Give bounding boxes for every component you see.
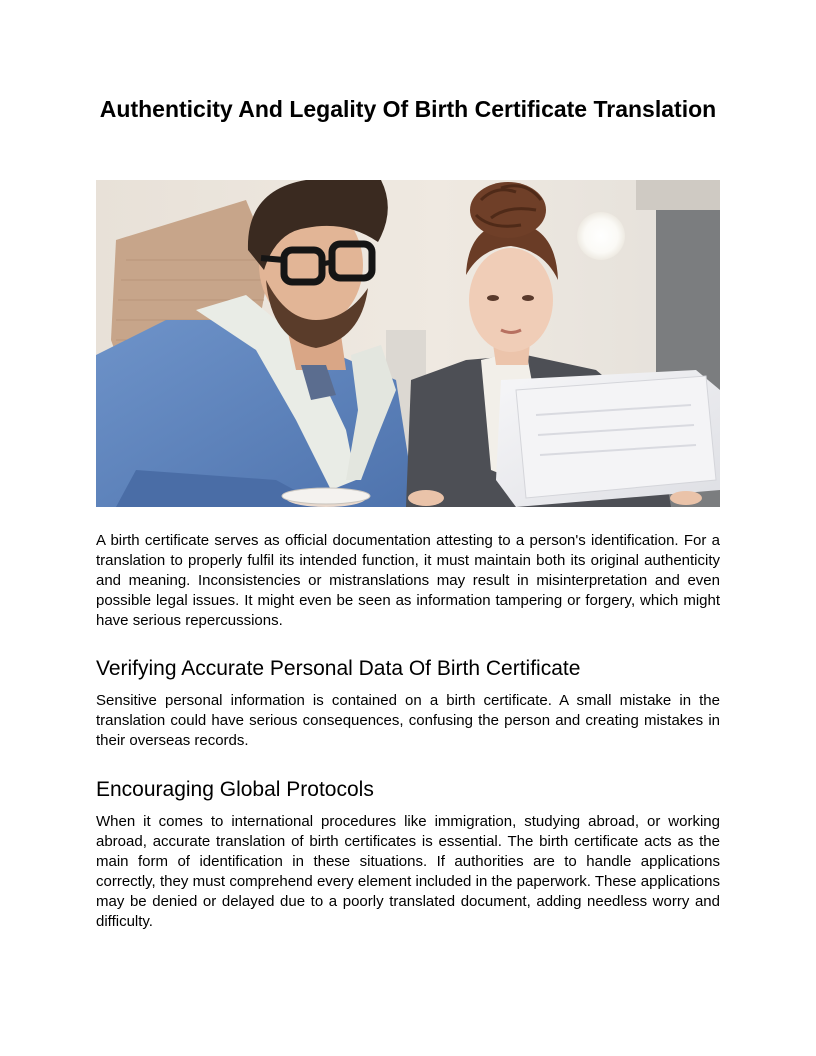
section-heading-global-protocols: Encouraging Global Protocols (96, 778, 374, 801)
page-title: Authenticity And Legality Of Birth Certificate Translation (99, 96, 717, 122)
header-photo (96, 180, 720, 507)
section-body-global-protocols: When it comes to international procedures like immigration, studying abroad, or working abroad, accurate translation of birth certificates is essential. The birth certificate acts as the main form of identification in these situations. If authorities are to handle applications correctly, they must comprehend every element included in the paperwork. These applications may be denied or delayed due to a poorly translated document, adding needless worry and difficulty. (96, 813, 720, 930)
section-heading-verifying: Verifying Accurate Personal Data Of Birth Certificate (96, 657, 581, 680)
section-body-verifying: Sensitive personal information is contained on a birth certificate. A small mistake in the translation could have serious consequences, confusing the person and creating mistakes in their overseas records. (96, 692, 720, 749)
intro-paragraph: A birth certificate serves as official documentation attesting to a person's identification. For a translation to properly fulfil its intended function, it must maintain both its original authenticity and meaning. Inconsistencies or mistranslations may result in misinterpretation and even possible legal issues. It might even be seen as information tampering or forgery, which might have serious repercussions. (96, 532, 720, 629)
